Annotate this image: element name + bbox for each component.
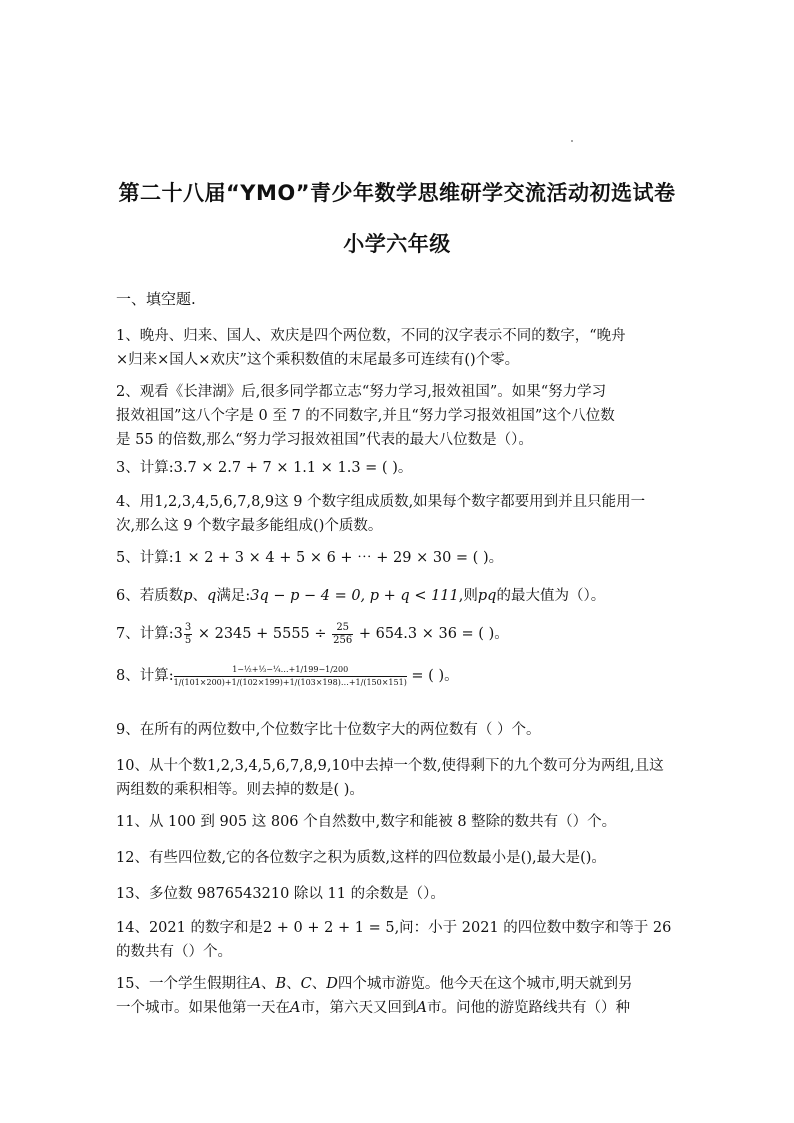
fraction-numerator: 3 xyxy=(184,621,192,633)
question-2-line-2: 报效祖国”这八个字是 0 至 7 的不同数字,并且“努力学习报效祖国”这个八位数 xyxy=(116,408,615,424)
question-5-suffix: 。 xyxy=(488,550,504,566)
question-15 xyxy=(116,972,686,1020)
question-7-part-2: + 654.3 × 36 = ( ) xyxy=(354,626,495,642)
question-15-text-c: 一个城市。如果他第一天在 xyxy=(116,1000,290,1016)
question-12: 12、有些四位数,它的各位数字之积为质数,这样的四位数最小是(),最大是()。 xyxy=(116,850,606,866)
question-5-prefix: 5、计算: xyxy=(116,550,174,566)
question-14-line-1 xyxy=(116,916,686,940)
question-7-suffix: 。 xyxy=(494,626,509,642)
question-8-suffix: 。 xyxy=(444,668,459,684)
question-15-line-1: 15、一个学生假期往A、B、C、D四个城市游览。他今天在这个城市,明天就到另 xyxy=(116,976,633,992)
question-10-line-1: 10、从十个数1,2,3,4,5,6,7,8,9,10中去掉一个数,使得剩下的九个数可分为两组,且这 xyxy=(116,758,664,774)
question-6-mid: 满足: xyxy=(216,588,251,604)
question-15-line-2 xyxy=(116,996,686,1020)
question-8-numerator: 1−½+⅓−¼…+1/199−1/200 xyxy=(174,666,407,677)
question-9: 9、在所有的两位数中,个位数字比十位数字大的两位数有（ ）个。 xyxy=(116,722,541,738)
question-1-line-1: 1、晚舟、归来、国人、欢庆是四个两位数，不同的汉字表示不同的数字，“晚舟 xyxy=(116,328,626,344)
question-5-expression: 1 × 2 + 3 × 4 + 5 × 6 + ⋯ + 29 × 30 = ( ) xyxy=(173,550,489,566)
scan-dot xyxy=(571,140,573,142)
question-1 xyxy=(116,324,686,372)
city-a: A xyxy=(250,976,261,992)
question-15-text-e: 市。问他的游览路线共有（）种 xyxy=(426,1000,630,1016)
question-6-condition: 3q − p − 4 = 0, p + q < 111 xyxy=(250,588,459,604)
question-15-text-d: 市，第六天又回到 xyxy=(300,1000,417,1016)
var-p: p xyxy=(183,588,193,604)
question-3-expression: 3.7 × 2.7 + 7 × 1.1 × 1.3 = ( ) xyxy=(173,460,398,476)
question-8 xyxy=(116,664,686,688)
question-10-line-2: 两组数的乘积相等。则去掉的数是( )。 xyxy=(116,782,364,798)
question-7-fraction-1 xyxy=(184,623,192,646)
question-13: 13、多位数 9876543210 除以 11 的余数是（）。 xyxy=(116,886,445,902)
question-6-prefix: 6、若质数 xyxy=(116,588,184,604)
question-4-line-2: 次,那么这 9 个数字最多能组成()个质数。 xyxy=(116,518,383,534)
question-3-prefix: 3、计算: xyxy=(116,460,174,476)
question-14-prefix: 14、2021 的数字和是 xyxy=(116,920,263,936)
question-14-expression: 2 + 0 + 2 + 1 = 5 xyxy=(262,920,395,936)
paper-title: 第二十八届“YMO”青少年数学思维研学交流活动初选试卷 xyxy=(118,181,676,205)
city-a: A xyxy=(290,1000,301,1016)
question-3 xyxy=(116,456,686,480)
question-10 xyxy=(116,754,686,802)
question-2-line-1: 2、观看《长津湖》后,很多同学都立志“努力学习,报效祖国”。如果“努力学习 xyxy=(116,384,607,400)
city-d: D xyxy=(326,976,338,992)
question-7-mixed-whole: 3 xyxy=(173,626,183,642)
paper-subtitle: 小学六年级 xyxy=(343,232,451,256)
var-pq: pq xyxy=(477,588,497,604)
fraction-numerator: 25 xyxy=(332,623,353,635)
question-6-suffix: 的最大值为（）。 xyxy=(496,588,606,604)
question-14-line-2: 的数共有（）个。 xyxy=(116,944,232,960)
question-8-denominator: 1/(101×200)+1/(102×199)+1/(103×198)…+1/(150×151) xyxy=(173,677,407,687)
question-6-mid2: ,则 xyxy=(458,588,478,604)
question-8-equals: = ( ) xyxy=(406,668,445,684)
question-15-text-a: 15、一个学生假期往 xyxy=(116,976,251,992)
question-7-fraction-2 xyxy=(332,623,353,646)
city-a: A xyxy=(416,1000,427,1016)
question-14-line-1-rest: ,问：小于 2021 的四位数中数字和等于 26 xyxy=(394,920,672,936)
question-3-suffix: 。 xyxy=(397,460,413,476)
question-7 xyxy=(116,622,686,646)
question-2 xyxy=(116,380,686,452)
fraction-denominator: 256 xyxy=(333,634,353,646)
question-11: 11、从 100 到 905 这 806 个自然数中,数字和能被 8 整除的数共有（）个。 xyxy=(116,814,617,830)
question-5 xyxy=(116,546,686,570)
question-14 xyxy=(116,916,686,964)
city-b: B xyxy=(275,976,287,992)
city-c: C xyxy=(300,976,312,992)
question-6 xyxy=(116,584,686,608)
question-8-prefix: 8、计算: xyxy=(116,668,174,684)
question-7-prefix: 7、计算: xyxy=(116,626,174,642)
question-4 xyxy=(116,490,686,538)
question-6-separator: 、 xyxy=(192,588,208,604)
question-7-part-1: × 2345 + 5555 ÷ xyxy=(193,626,332,642)
question-1-line-2: ×归来×国人×欢庆”这个乘积数值的末尾最多可连续有()个零。 xyxy=(116,352,520,368)
section-heading: 一、填空题. xyxy=(116,290,196,308)
fraction-denominator: 5 xyxy=(184,634,192,646)
question-4-line-1: 4、用1,2,3,4,5,6,7,8,9这 9 个数字组成质数,如果每个数字都要用到并且只能用一 xyxy=(116,494,646,510)
question-2-line-3: 是 55 的倍数,那么“努力学习报效祖国”代表的最大八位数是（）。 xyxy=(116,432,533,448)
question-15-text-b: 四个城市游览。他今天在这个城市,明天就到另 xyxy=(337,976,633,992)
question-8-fraction xyxy=(174,666,407,687)
var-q: q xyxy=(207,588,217,604)
